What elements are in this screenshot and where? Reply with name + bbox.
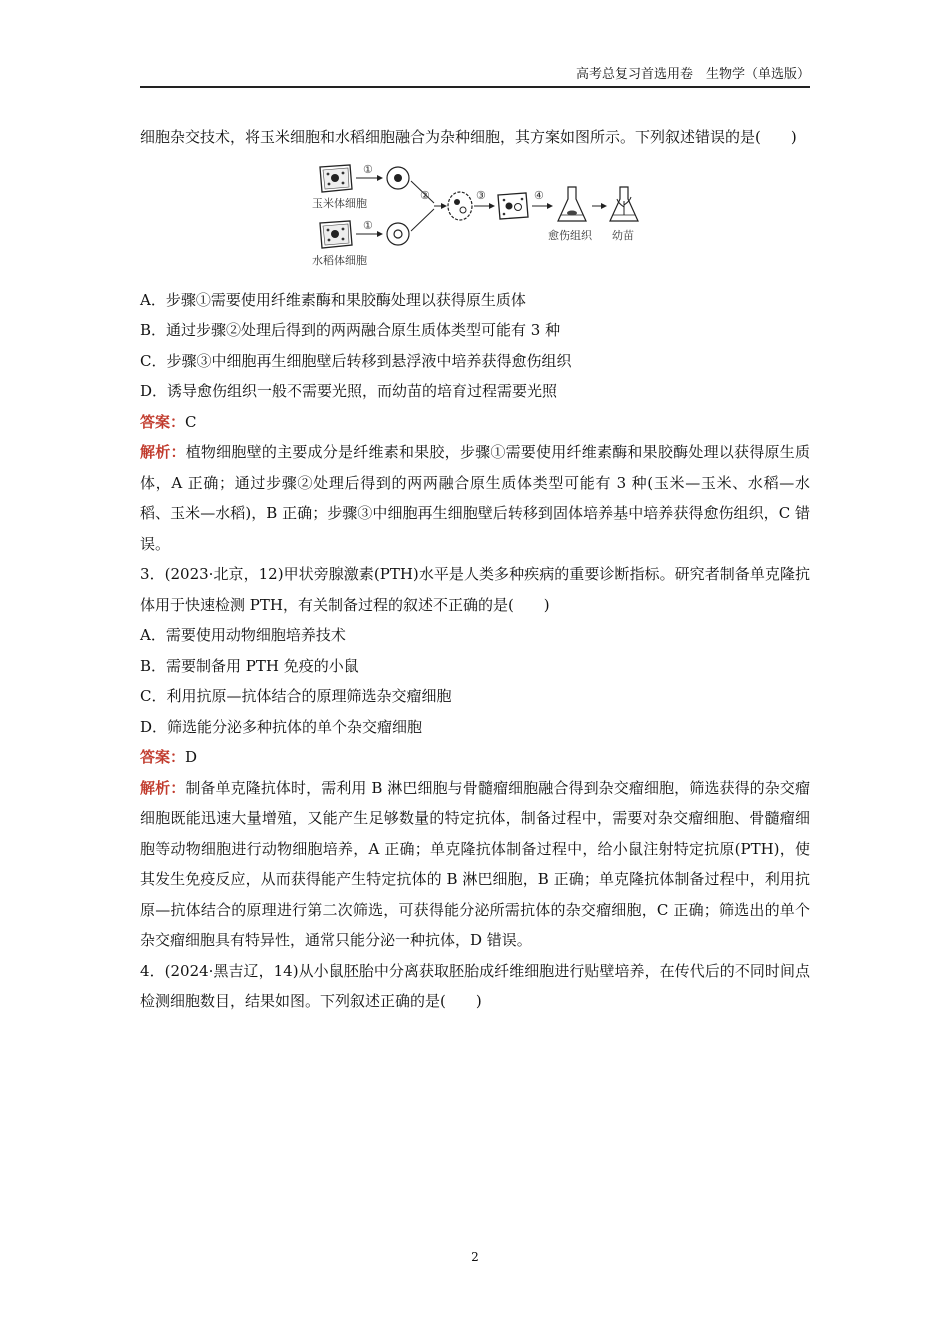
- q3-option-d: D．筛选能分泌多种抗体的单个杂交瘤细胞: [140, 717, 423, 736]
- q2-option-b: B．通过步骤②处理后得到的两两融合原生质体类型可能有 3 种: [140, 321, 561, 339]
- maize-cell-label: 玉米体细胞: [312, 196, 367, 210]
- q3-option-a: A．需要使用动物细胞培养技术: [140, 626, 346, 644]
- maize-cell-icon: [320, 165, 352, 192]
- q2-analysis: [140, 437, 810, 559]
- callus-flask-icon: [558, 187, 586, 221]
- hybridization-figure: [140, 153, 810, 285]
- q2-option-a: A．步骤①需要使用纤维素酶和果胶酶处理以获得原生质体: [140, 290, 526, 309]
- q3-option-c: C．利用抗原—抗体结合的原理筛选杂交瘤细胞: [140, 687, 452, 705]
- rice-protoplast-icon: [387, 223, 409, 245]
- q2-analysis-label: 解析：: [140, 443, 186, 461]
- q3-analysis-label: 解析：: [140, 778, 186, 797]
- step3-label: ③: [476, 188, 486, 202]
- q3-answer: [140, 742, 810, 773]
- q2-stem: 细胞杂交技术，将玉米细胞和水稻细胞融合为杂种细胞，其方案如图所示。下列叙述错误的是( ): [140, 128, 797, 146]
- page-header: [140, 66, 810, 88]
- step1-top-label: ①: [363, 162, 373, 176]
- page-number: 2: [471, 1250, 479, 1264]
- q2-answer-label: 答案：: [140, 412, 186, 431]
- header-title: 高考总复习首选用卷 生物学（单选版）: [575, 67, 810, 82]
- q4-stem: 4．(2024·黑吉辽，14)从小鼠胚胎中分离获取胚胎成纤维细胞进行贴壁培养，在传代后的不同时间点检测细胞数目，结果如图。下列叙述正确的是( ): [140, 961, 810, 1010]
- step2-label: ②: [420, 188, 430, 202]
- rice-cell-icon: [320, 221, 352, 248]
- q3-option-b: B．需要制备用 PTH 免疫的小鼠: [140, 656, 359, 675]
- seedling-flask-icon: [610, 187, 638, 221]
- hybridization-diagram: [310, 161, 640, 271]
- rice-cell-label: 水稻体细胞: [312, 253, 367, 267]
- hybrid-cell-icon: [498, 193, 528, 219]
- q2-answer-value: C: [185, 412, 197, 431]
- callus-label: 愈伤组织: [548, 228, 592, 242]
- fusion-line-bottom: [411, 209, 434, 231]
- step4-label: ④: [534, 188, 544, 202]
- q3-answer-label: 答案：: [140, 748, 186, 766]
- page-content: [140, 122, 810, 1017]
- q3-answer-value: D: [185, 748, 198, 766]
- q2-option-c: C．步骤③中细胞再生细胞壁后转移到悬浮液中培养获得愈伤组织: [140, 351, 572, 370]
- q2-answer: [140, 407, 810, 438]
- q3-analysis: [140, 773, 810, 956]
- q3-stem: 3．(2023·北京，12)甲状旁腺激素(PTH)水平是人类多种疾病的重要诊断指标。研究者制备单克隆抗体用于快速检测 PTH，有关制备过程的叙述不正确的是( ): [140, 565, 810, 614]
- maize-protoplast-icon: [387, 167, 409, 189]
- q2-option-d: D．诱导愈伤组织一般不需要光照，而幼苗的培育过程需要光照: [140, 382, 558, 400]
- step1-bottom-label: ①: [363, 218, 373, 232]
- q3-analysis-text: 制备单克隆抗体时，需利用 B 淋巴细胞与骨髓瘤细胞融合得到杂交瘤细胞，筛选获得的杂交瘤细胞既能迅速大量增殖，又能产生足够数量的特定抗体，制备过程中，需要对杂交瘤细胞、骨髓瘤细胞等动物细胞进行动物细胞培养，A 正确；单克隆抗体制备过程中，给小鼠注射特定抗原(PTH)，使其发生免疫反应，从而获得能产生特定抗体的 B 淋巴细胞，B 正确；单克隆抗体制备过程中，利用抗原—抗体结合的原理进行第二次筛选，可获得能分泌所需抗体的杂交瘤细胞，C 正确；筛选出的单个杂交瘤细胞具有特异性，通常只能分泌一种抗体，D 错误。: [140, 778, 810, 949]
- fused-cell-icon: [448, 192, 472, 220]
- q2-analysis-text: 植物细胞壁的主要成分是纤维素和果胶，步骤①需要使用纤维素酶和果胶酶处理以获得原生质体，A 正确；通过步骤②处理后得到的两两融合原生质体类型可能有 3 种(玉米—玉米、水稻—水稻、玉米—水稻)，B 正确；步骤③中细胞再生细胞壁后转移到固体培养基中培养获得愈伤组织，C 错误。: [140, 443, 810, 553]
- seedling-label: 幼苗: [612, 228, 634, 242]
